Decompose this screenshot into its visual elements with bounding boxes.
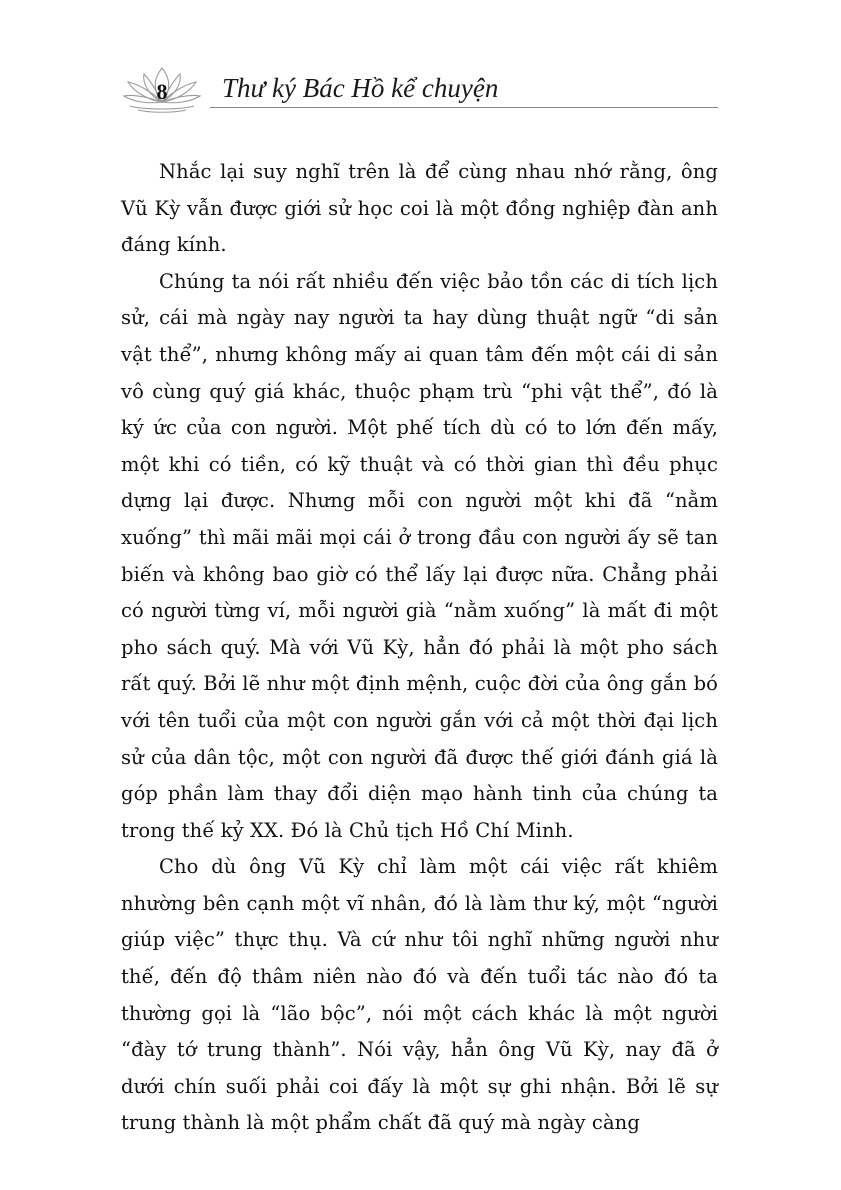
paragraph-1: Nhắc lại suy nghĩ trên là để cùng nhau nhớ rằng, ông Vũ Kỳ vẫn được giới sử học coi là một đồng nghiệp đàn anh đáng kính. [121,160,718,257]
page-header [120,62,720,118]
paragraph-3: Cho dù ông Vũ Kỳ chỉ làm một cái việc rất khiêm nhường bên cạnh một vĩ nhân, đó là làm thư ký, một “người giúp việc” thực thụ. Và cứ như tôi nghĩ những người như thế, đến độ thâm niên nào đó và đến tuổi tác nào đó ta thường gọi là “lão bộc”, nói một cách khác là một người “đày tớ trung thành”. Nói vậy, hẳn ông Vũ Kỳ, nay đã ở dưới chín suối phải coi đấy là một sự ghi nhận. Bởi lẽ sự trung thành là một phẩm chất đã quý mà ngày càng [121,855,718,1135]
header-rule [210,107,718,108]
running-title: Thư ký Bác Hồ kể chuyện [222,73,499,103]
body-text [121,154,718,1142]
page-number: 8 [156,79,168,104]
paragraph-2: Chúng ta nói rất nhiều đến việc bảo tồn các di tích lịch sử, cái mà ngày nay người ta hay dùng thuật ngữ “di sản vật thể”, nhưng không mấy ai quan tâm đến một cái di sản vô cùng quý giá khác, thuộc phạm trù “phi vật thể”, đó là ký ức của con người. Một phế tích dù có to lớn đến mấy, một khi có tiền, có kỹ thuật và có thời gian thì đều phục dựng lại được. Nhưng mỗi con người một khi đã “nằm xuống” thì mãi mãi mọi cái ở trong đầu con người ấy sẽ tan biến và không bao giờ có thể lấy lại được nữa. Chẳng phải có người từng ví, mỗi người già “nằm xuống” là mất đi một pho sách quý. Mà với Vũ Kỳ, hẳn đó phải là một pho sách rất quý. Bởi lẽ như một định mệnh, cuộc đời của ông gắn bó với tên tuổi của một con người gắn với cả một thời đại lịch sử của dân tộc, một con người đã được thế giới đánh giá là góp phần làm thay đổi diện mạo hành tinh của chúng ta trong thế kỷ XX. Đó là Chủ tịch Hồ Chí Minh. [121,269,718,842]
